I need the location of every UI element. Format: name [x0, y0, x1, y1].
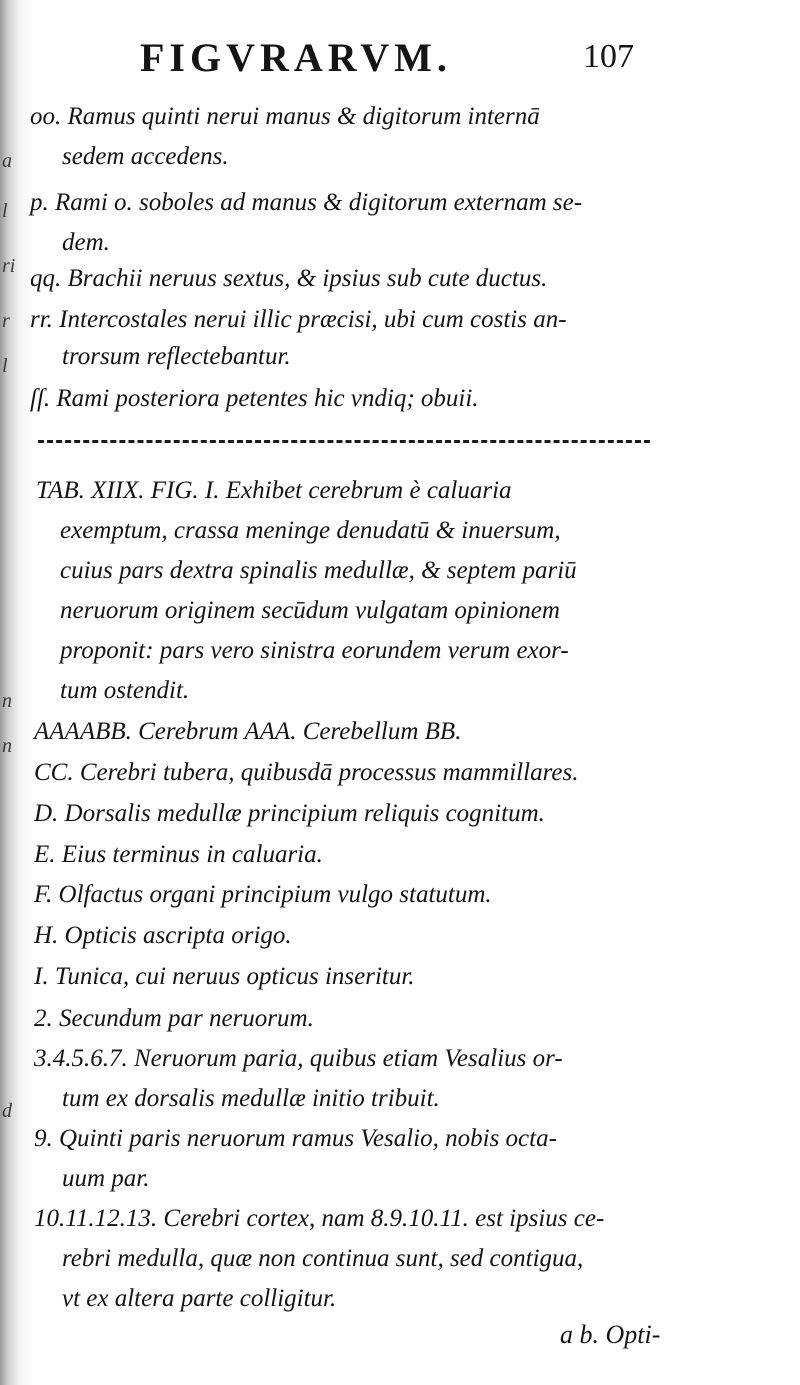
- table-caption-line: tum ostendit.: [60, 677, 190, 704]
- page-number: 107: [583, 38, 634, 75]
- legend-line: oo. Ramus quinti nerui manus & digitorum internā: [30, 103, 540, 130]
- legend-line: uum par.: [62, 1165, 150, 1192]
- legend-line: 9. Quinti paris neruorum ramus Vesalio, nobis octa-: [34, 1125, 557, 1152]
- legend-line: F. Olfactus organi principium vulgo statutum.: [34, 881, 492, 908]
- legend-line: I. Tunica, cui neruus opticus inseritur.: [34, 963, 415, 990]
- legend-line: E. Eius terminus in caluaria.: [34, 841, 323, 868]
- legend-line: p. Rami o. soboles ad manus & digitorum externam se-: [30, 189, 583, 216]
- legend-line: rebri medulla, quæ non continua sunt, sed contigua,: [62, 1245, 584, 1272]
- legend-line: H. Opticis ascripta origo.: [34, 922, 292, 949]
- catchword: a b. Opti-: [560, 1320, 661, 1349]
- legend-line: trorsum reflectebantur.: [62, 343, 291, 370]
- section-divider: [38, 440, 650, 447]
- margin-mark: l: [2, 355, 8, 377]
- margin-mark: n: [2, 690, 12, 712]
- legend-line: tum ex dorsalis medullæ initio tribuit.: [62, 1085, 440, 1112]
- legend-line: rr. Intercostales nerui illic præcisi, ubi cum costis an-: [30, 306, 567, 333]
- margin-mark: ri: [2, 255, 16, 277]
- margin-mark: r: [2, 310, 10, 332]
- legend-line: 2. Secundum par neruorum.: [34, 1005, 314, 1032]
- table-caption-line: exemptum, crassa meninge denudatū & inuersum,: [60, 517, 561, 544]
- legend-line: qq. Brachii neruus sextus, & ipsius sub cute ductus.: [30, 265, 548, 292]
- legend-line: 3.4.5.6.7. Neruorum paria, quibus etiam Vesalius or-: [34, 1045, 563, 1072]
- table-caption-line: neruorum originem secūdum vulgatam opinionem: [60, 597, 560, 624]
- margin-mark: d: [2, 1100, 12, 1122]
- legend-line: 10.11.12.13. Cerebri cortex, nam 8.9.10.11. est ipsius ce-: [34, 1205, 605, 1232]
- legend-line: sedem accedens.: [62, 143, 229, 170]
- running-header: [0, 34, 800, 84]
- legend-line: dem.: [62, 229, 110, 256]
- table-caption-line: proponit: pars vero sinistra eorundem verum exor-: [60, 637, 569, 664]
- margin-mark: a: [2, 150, 12, 172]
- legend-line: CC. Cerebri tubera, quibusdā processus mammillares.: [34, 759, 579, 786]
- running-title: FIGVRARVM.: [140, 35, 452, 80]
- legend-line: AAAABB. Cerebrum AAA. Cerebellum BB.: [34, 718, 462, 745]
- legend-line: D. Dorsalis medullæ principium reliquis cognitum.: [34, 800, 545, 827]
- legend-line: ſſ. Rami posteriora petentes hic vndiq; obuii.: [30, 385, 479, 412]
- table-caption-line: cuius pars dextra spinalis medullæ, & septem pariū: [60, 557, 577, 584]
- legend-line: vt ex altera parte colligitur.: [62, 1285, 337, 1312]
- margin-mark: n: [2, 735, 12, 757]
- margin-mark: l: [2, 200, 8, 222]
- table-caption-line: TAB. XIIX. FIG. I. Exhibet cerebrum è caluaria: [36, 477, 512, 504]
